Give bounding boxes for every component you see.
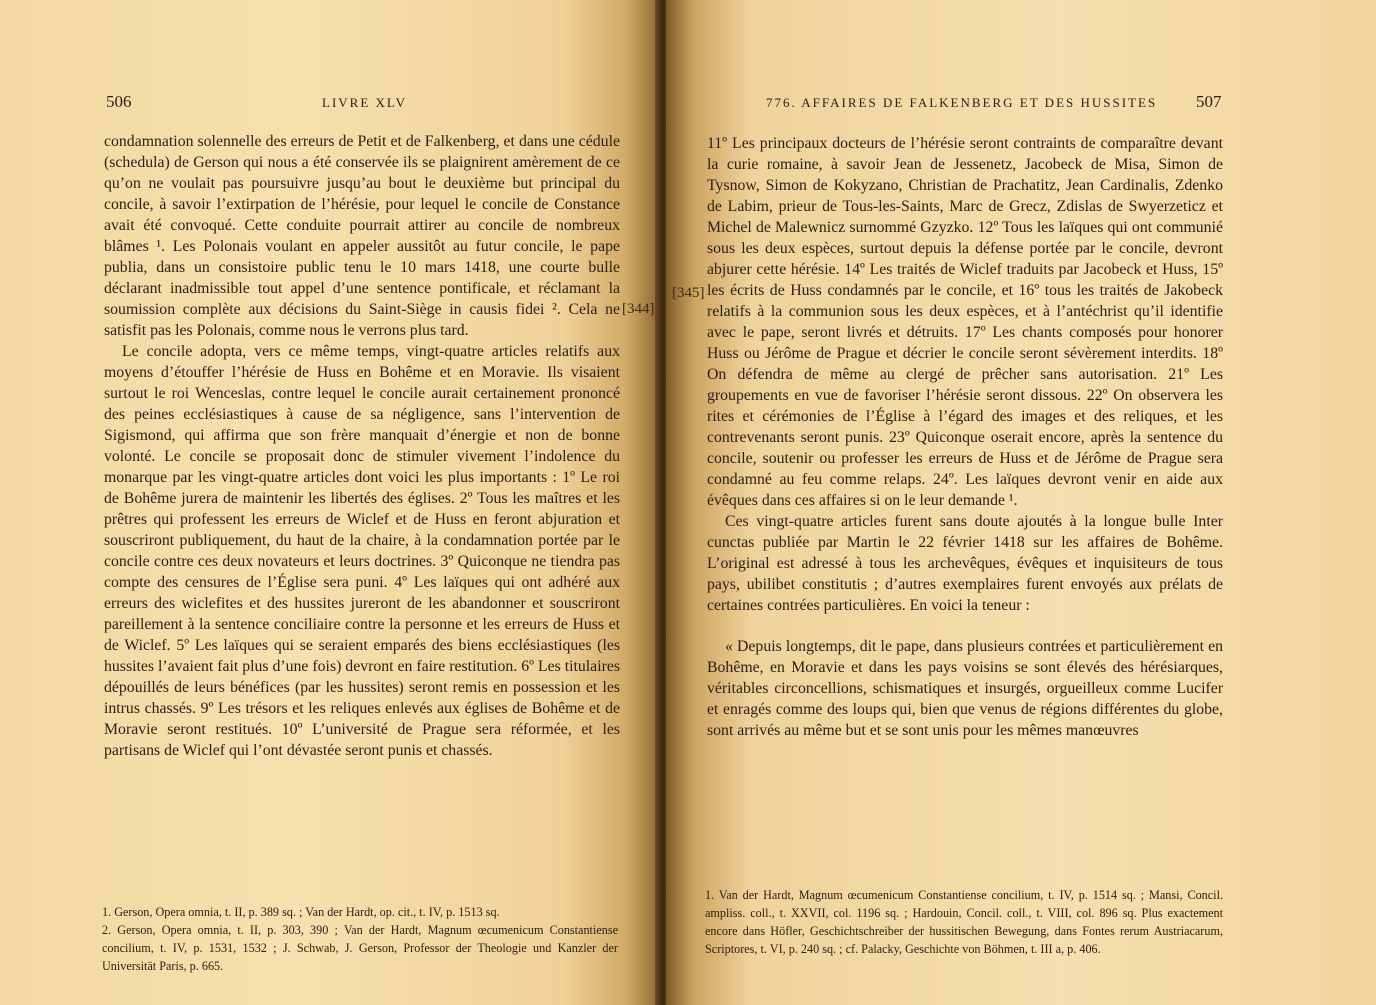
margin-reference: [344] (622, 301, 655, 317)
paragraph: 11º Les principaux docteurs de l’hérésie seront contraints de comparaître devant la curie romaine, à savoir Jean de Jessenetz, Jacobeck de Misa, Simon de Tysnow, Simon de Kokyzano, Christian de Prachatitz, Jean Cardinalis, Zdenko de Labim, prieur de Tous-les-Saints, Marc de Grecz, Zdislas de Swyerzeticz et Michel de Malewnicz surnommé Gzyzko. 12º Tous les laïques qui ont communié sous les deux espèces, surtout depuis la défense portée par le concile, devront abjurer cette hérésie. 14º Les traités de Wiclef traduits par Jacobeck et Huss, 15º les écrits de Huss condamnés par le concile, et 16º tous les traités de Jakobeck relatifs à la communion sous les deux espèces, et à l’antéchrist qu’il identifie avec le pape, seront livrés et détruits. 17º Les chants composés pour honorer Huss ou Jérôme de Prague et décrier le concile seront sévèrement interdits. 18º On défendra de même au clergé de prêcher sans autorisation. 21º Les groupements en vue de favoriser l’hérésie seront dissous. 22º On observera les rites et cérémonies de l’Église à l’égard des images et des reliques, et les contrevenants seront punis. 23º Quiconque oserait encore, après la sentence du concile, soutenir ou professer les erreurs de Huss et de Jérôme de Prague sera condamné au feu comme relaps. 24º. Les laïques devront venir en aide aux évêques dans ces affaires si on le leur demande ¹. (707, 135, 1223, 509)
page-number: 506 (106, 92, 132, 111)
page-number: 507 (1196, 92, 1222, 111)
running-head: LIVRE XLV (322, 95, 408, 110)
paragraph: Le concile adopta, vers ce même temps, vingt-quatre articles relatifs aux moyens d’étouffer l’hérésie de Huss en Bohême et en Moravie. Ils visaient surtout le roi Wenceslas, contre lequel le concile aurait certainement prononcé des peines ecclésiastiques à cause de sa négligence, sans l’intervention de Sigismond, qui affirma que son frère manquait d’énergie et non de bonne volonté. Le concile se proposait donc de stimuler vivement l’indolence du monarque par les vingt-quatre articles dont voici les plus importants : 1º Le roi de Bohême jurera de maintenir les libertés des églises. 2º Tous les maîtres et les prêtres qui professent les erreurs de Wiclef et de Huss en feront abjuration et souscriront publiquement, du haut de la chaire, à la condamnation portée par le concile contre ces deux novateurs et leurs doctrines. 3º Quiconque ne tiendra pas compte des censures de l’Église sera puni. 4º Les laïques qui ont adhéré aux erreurs des wiclefites et des hussites jureront de les abandonner et souscriront pareillement à la sentence conciliaire contre la personne et les erreurs de Huss et de Wiclef. 5º Les laïques qui se seraient emparés des biens ecclésiastiques (les hussites l’avaient fait plus d’une fois) devront en faire restitution. 6º Les titulaires dépouillés de leurs bénéfices (par les hussites) seront remis en possession et les intrus chassés. 9º Les trésors et les reliques enlevés aux églises de Bohême et de Moravie seront restitués. 10º L’université de Prague sera réformée, et les partisans de Wiclef qui l’ont dévastée seront punis et chassés. (104, 343, 620, 759)
footnote: 1. Gerson, Opera omnia, t. II, p. 389 sq. ; Van der Hardt, op. cit., t. IV, p. 1513 sq. (102, 905, 500, 919)
footnotes (102, 903, 618, 975)
paragraph: condamnation solennelle des erreurs de Petit et de Falkenberg, et dans une cédule (schedula) de Gerson qui nous a été conservée ils se plaignirent amèrement de ce qu’on ne voulait pas poursuivre jusqu’au bout le deuxième but principal du concile, à savoir l’extirpation de l’hérésie, pour lequel le concile de Constance avait été convoqué. Cette conduite pourrait attirer au concile de nombreux blâmes ¹. Les Polonais voulant en appeler aussitôt au futur concile, le pape publia, dans un consistoire public tenu le 10 mars 1418, une courte bulle déclarant inadmissible tout appel d’une sentence pontificale, et réclamant la soumission complète aux décisions du Saint-Siège in causis fidei ². Cela ne satisfit pas les Polonais, comme nous le verrons plus tard. (104, 133, 620, 339)
left-page (0, 0, 660, 1005)
margin-reference: [345] (672, 285, 705, 301)
main-text (707, 133, 1223, 741)
main-text (104, 131, 620, 761)
footnotes (705, 886, 1223, 958)
footnote: 2. Gerson, Opera omnia, t. II, p. 303, 390 ; Van der Hardt, Magnum œcumenicum Constantiense concilium, t. IV, p. 1531, 1532 ; J. Schwab, J. Gerson, Professor der Theologie und Kanzler der Universität Paris, p. 665. (102, 923, 618, 973)
running-head: 776. AFFAIRES DE FALKENBERG ET DES HUSSITES (766, 95, 1158, 110)
quotation: « Depuis longtemps, dit le pape, dans plusieurs contrées et particulièrement en Bohême, en Moravie et dans les pays voisins se sont élevés des hérésiarques, véritables circoncellions, schismatiques et insurgés, orgueilleux comme Lucifer et enragés comme des loups qui, bien que venus de régions différentes du globe, sont arrivés au même but et se sont unis pour les mêmes manœuvres (707, 638, 1223, 739)
paragraph: Ces vingt-quatre articles furent sans doute ajoutés à la longue bulle Inter cunctas publiée par Martin le 22 février 1418 sur les affaires de Bohême. L’original est adressé à tous les archevêques, évêques et inquisiteurs de tous pays, ubilibet constitutis ; d’autres exemplaires furent envoyés aux prélats de certaines contrées particulières. En voici la teneur : (707, 513, 1223, 614)
right-page (666, 0, 1376, 1005)
footnote: 1. Van der Hardt, Magnum œcumenicum Constantiense concilium, t. IV, p. 1514 sq. ; Mansi, Concil. ampliss. coll., t. XXVII, col. 1196 sq. ; Hardouin, Concil. coll., t. VIII, col. 896 sq. Plus exactement encore dans Höfler, Geschichtschreiber der hussitischen Bewegung, dans Fontes rerum Austriacarum, Scriptores, t. VI, p. 240 sq. ; cf. Palacky, Geschichte von Böhmen, t. III a, p. 406. (705, 888, 1223, 956)
